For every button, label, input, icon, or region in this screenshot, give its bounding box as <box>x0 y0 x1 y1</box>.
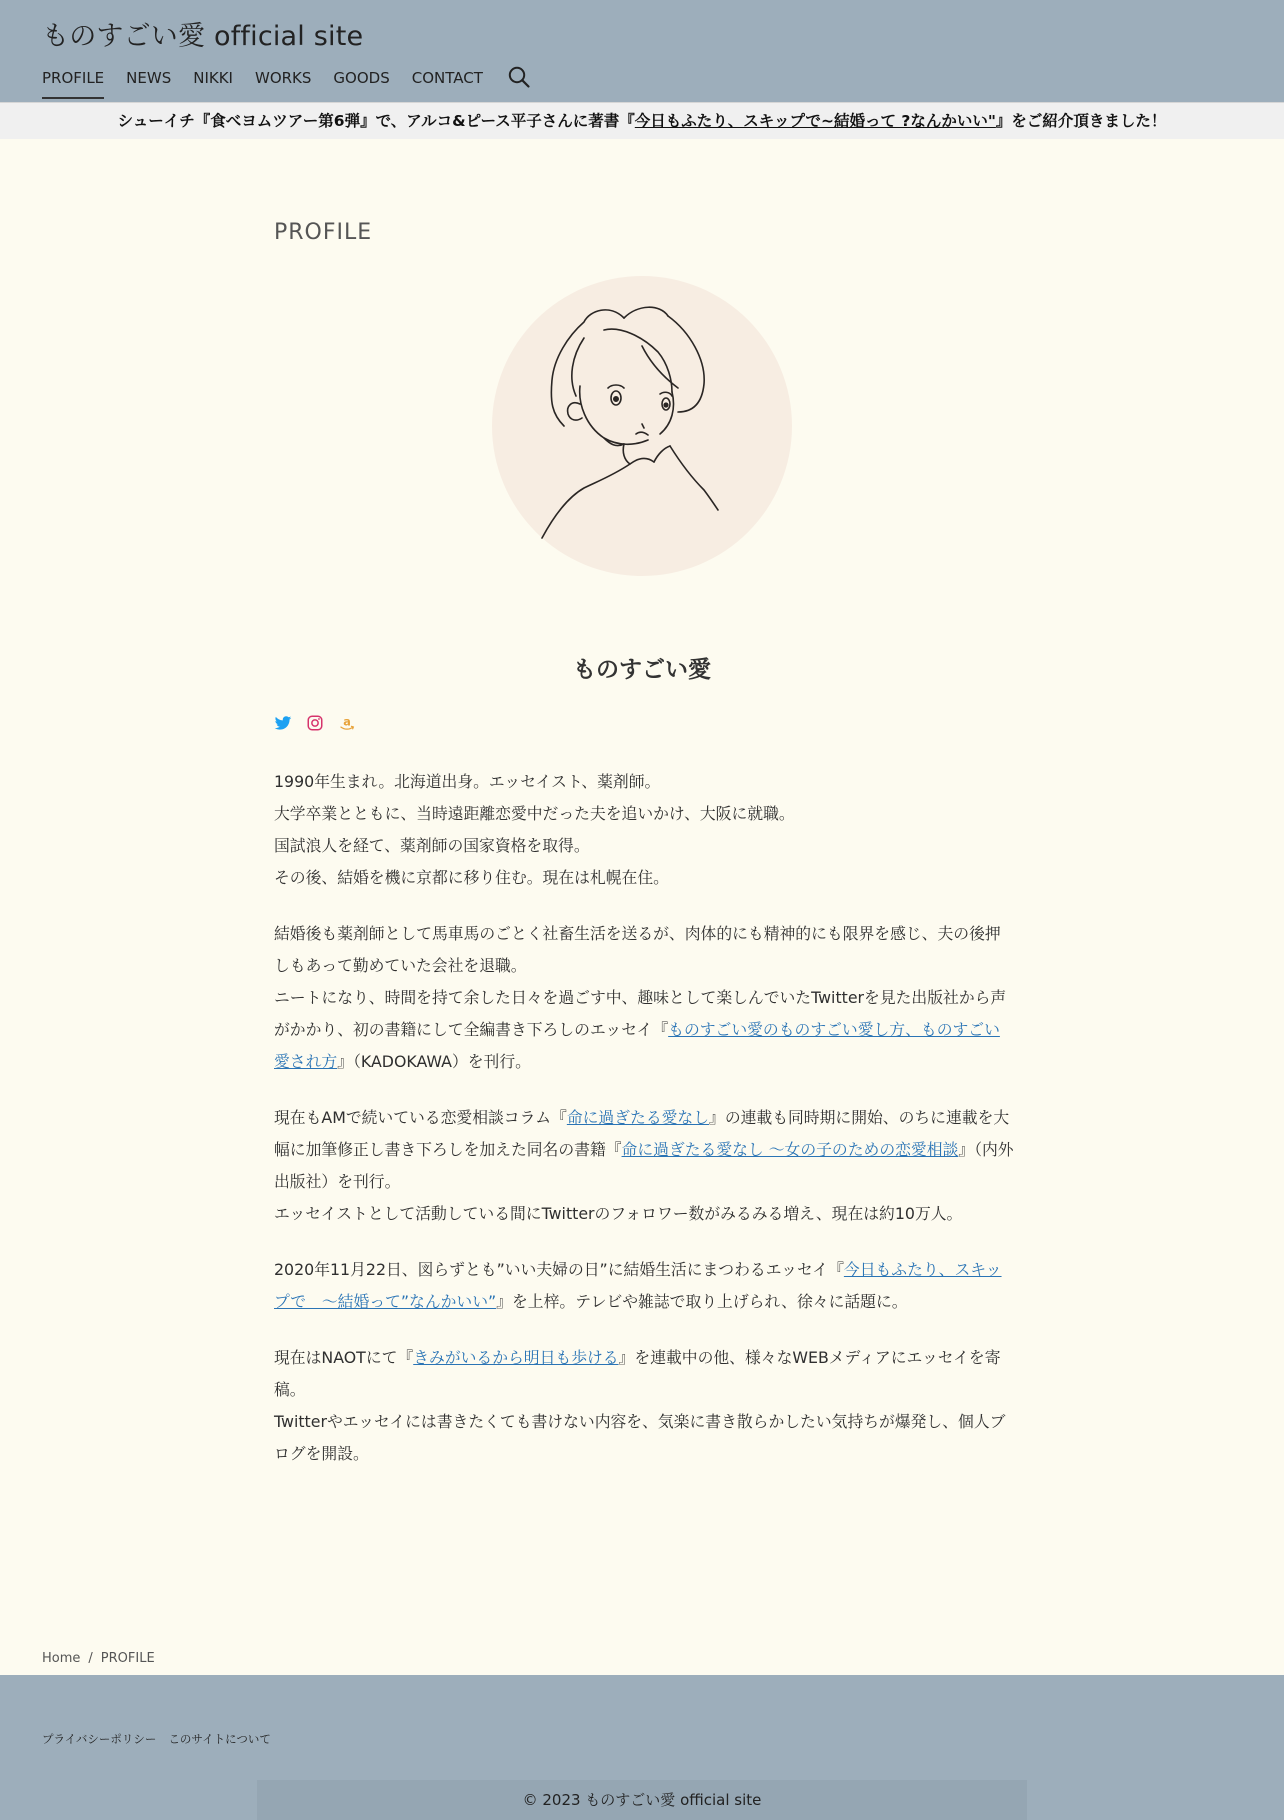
profile-line: 1990年生まれ。北海道出身。エッセイスト、薬剤師。 <box>274 772 661 791</box>
breadcrumb-current: PROFILE <box>100 1651 155 1666</box>
profile-text: 2020年11月22日、図らずとも”いい夫婦の日”に結婚生活にまつわるエッセイ『 <box>274 1260 844 1279</box>
column-link-kimiga-iru[interactable]: きみがいるから明日も歩ける <box>413 1348 619 1367</box>
profile-text: Twitterやエッセイには書きたくても書けない内容を、気楽に書き散らかしたい気持ちが爆発し、個人ブログを開設。 <box>274 1412 1006 1463</box>
book-link-kyoumo-futari[interactable]: 今日もふたり、スキップで ～結婚って”なんかいい” <box>274 1260 1002 1311</box>
announcement-banner <box>0 102 1284 139</box>
profile-text: 』（内外出版社）を刊行。 <box>274 1140 1014 1191</box>
nav-item-nikki[interactable]: NIKKI <box>193 69 233 87</box>
svg-text:a: a <box>343 715 351 729</box>
profile-line: その後、結婚を機に京都に移り住む。現在は札幌在住。 <box>274 868 669 887</box>
author-name: ものすごい愛 <box>573 657 711 683</box>
nav-item-news[interactable]: NEWS <box>126 69 172 87</box>
avatar <box>492 276 792 576</box>
breadcrumb-separator: / <box>88 1651 93 1666</box>
profile-text: 結婚後も薬剤師として馬車馬のごとく社畜生活を送るが、肉体的にも精神的にも限界を感じ、夫の後押しもあって勤めていた会社を退職。 <box>274 924 1001 975</box>
profile-text: ニートになり、時間を持て余した日々を過ごす中、趣味として楽しんでいたTwitterを見た出版社から声がかかり、初の書籍にして全編書き下ろしのエッセイ『 <box>274 988 1007 1039</box>
column-link-inochi[interactable]: 命に過ぎたる愛なし <box>566 1108 710 1127</box>
profile-paragraph <box>274 918 1014 1078</box>
site-footer <box>0 1675 1284 1820</box>
footer-links <box>42 1731 283 1747</box>
nav-item-contact[interactable]: CONTACT <box>411 69 483 87</box>
profile-text: 』を上梓。テレビや雑誌で取り上げられ、徐々に話題に。 <box>496 1292 908 1311</box>
nav-item-profile[interactable]: PROFILE <box>42 66 104 99</box>
book-link-inochi[interactable]: 命に過ぎたる愛なし ～女の子のための恋愛相談 <box>621 1140 959 1159</box>
book-link-monosugoi-ai[interactable]: ものすごい愛のものすごい愛し方、ものすごい愛され方 <box>274 1020 1000 1071</box>
announcement-book-link[interactable]: 今日もふたり、スキップで~結婚って ?なんかいい" <box>634 112 996 130</box>
breadcrumb-home[interactable]: Home <box>42 1651 81 1666</box>
site-header <box>0 0 1284 102</box>
profile-text: 現在もAMで続いている恋愛相談コラム『 <box>274 1108 567 1127</box>
profile-paragraph <box>274 1342 1014 1470</box>
profile-body <box>274 766 1014 1494</box>
announcement-prefix: シューイチ『食べヨムツアー第6弾』で、アルコ&ピース平子さんに著書『 <box>117 112 635 130</box>
profile-paragraph <box>274 1254 1014 1318</box>
nav-item-works[interactable]: WORKS <box>254 69 312 87</box>
profile-text: エッセイストとして活動している間にTwitterのフォロワー数がみるみる増え、現在は約10万人。 <box>274 1204 963 1223</box>
nav-item-goods[interactable]: GOODS <box>333 69 390 87</box>
breadcrumb <box>42 1651 155 1666</box>
profile-text: 』を連載中の他、様々なWEBメディアにエッセイを寄稿。 <box>274 1348 1001 1399</box>
profile-text: 』（KADOKAWA）を刊行。 <box>337 1052 531 1071</box>
social-links <box>274 714 370 732</box>
profile-paragraph <box>274 766 1014 894</box>
instagram-icon[interactable] <box>306 714 324 732</box>
search-icon[interactable] <box>507 65 531 89</box>
profile-paragraph <box>274 1102 1014 1230</box>
profile-line: 国試浪人を経て、薬剤師の国家資格を取得。 <box>274 836 590 855</box>
privacy-policy-link[interactable]: プライバシーポリシー <box>42 1732 157 1746</box>
site-title[interactable]: ものすごい愛 official site <box>42 21 364 52</box>
profile-text: 』の連載も同時期に開始、のちに連載を大幅に加筆修正し書き下ろしを加えた同名の書籍『 <box>274 1108 1010 1159</box>
profile-text: 現在はNAOTにて『 <box>274 1348 414 1367</box>
copyright: © 2023 ものすごい愛 official site <box>257 1780 1027 1820</box>
main-nav <box>42 66 531 102</box>
twitter-icon[interactable] <box>274 714 292 732</box>
about-site-link[interactable]: このサイトについて <box>168 1732 271 1746</box>
profile-line: 大学卒業とともに、当時遠距離恋愛中だった夫を追いかけ、大阪に就職。 <box>274 804 795 823</box>
announcement-suffix: 』をご紹介頂きました！ <box>995 112 1167 130</box>
page-title: PROFILE <box>274 219 373 245</box>
amazon-icon[interactable] <box>338 714 356 732</box>
